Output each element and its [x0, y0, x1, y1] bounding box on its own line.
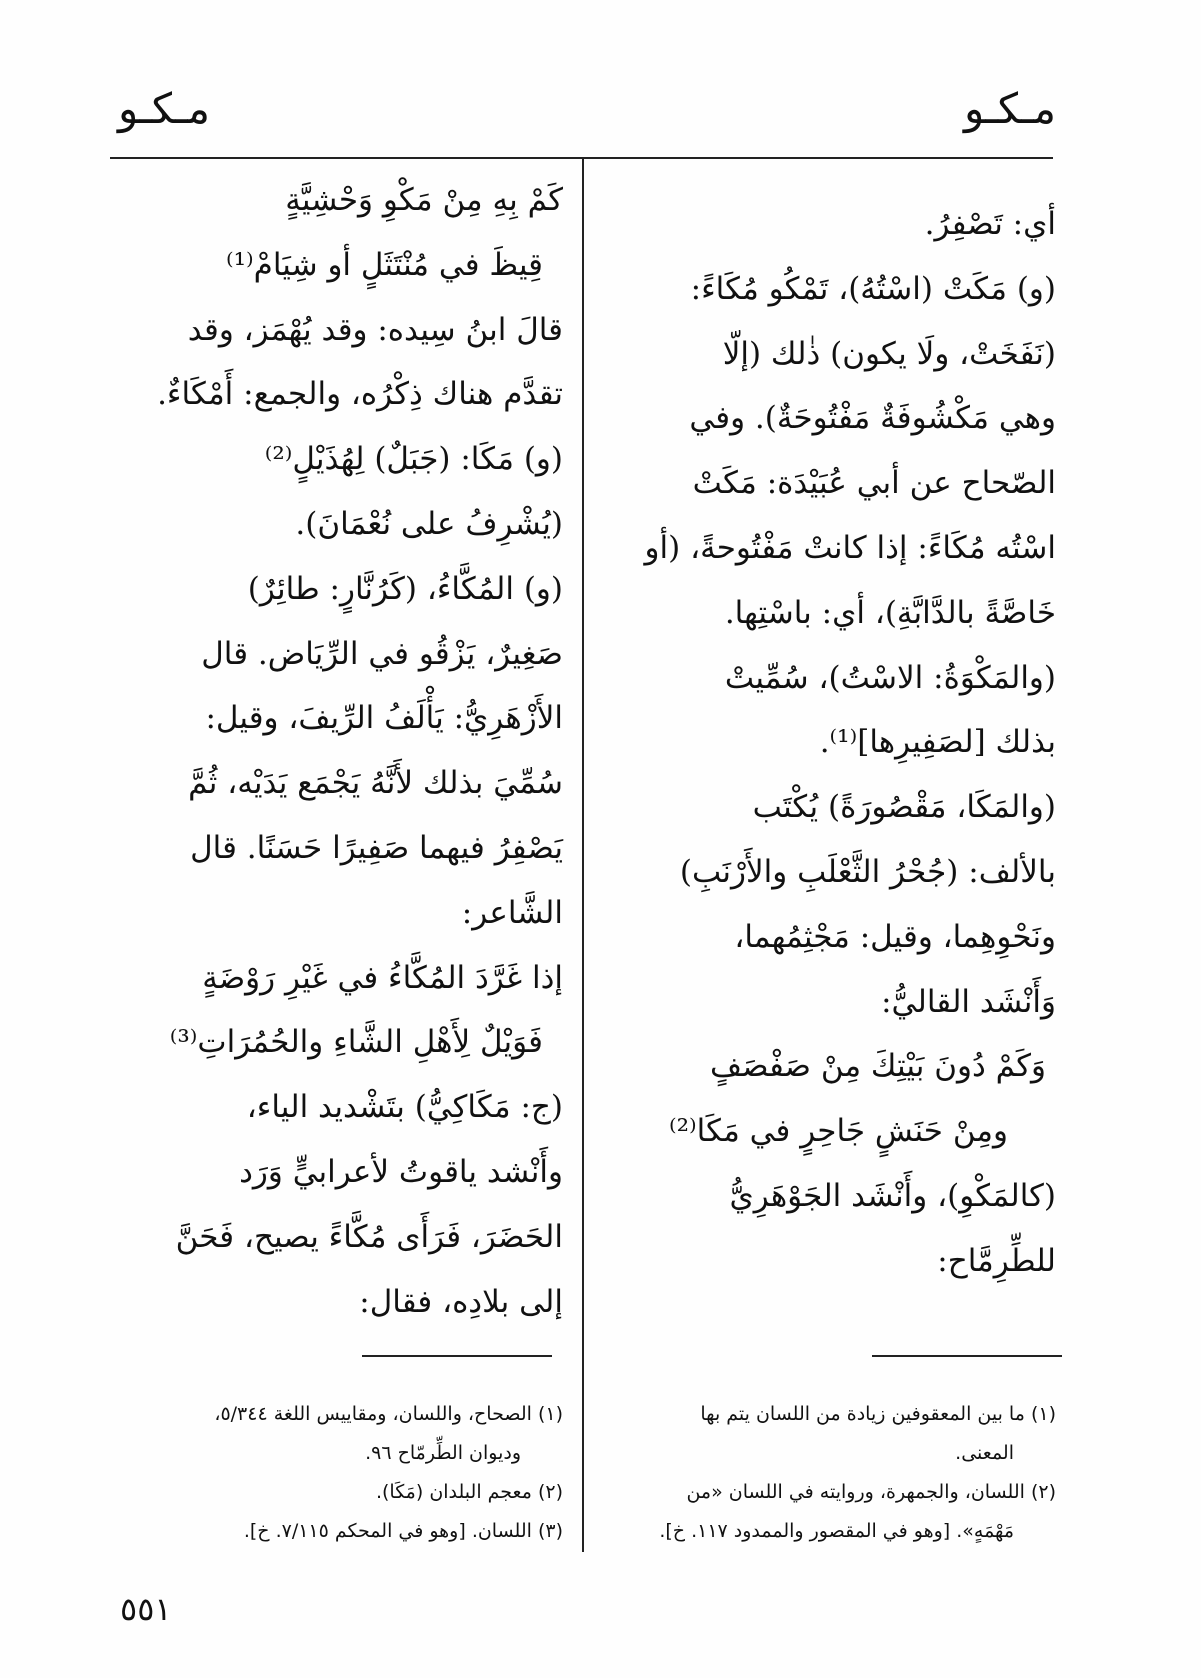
text-line: (و) المُكَّاءُ، (كَرُنَّارٍ: طائِرٌ) — [247, 570, 563, 607]
verse-line: وَكَمْ دُونَ بَيْتِكَ مِنْ صَفْصَفٍ — [710, 1048, 1046, 1085]
footnote-continuation: مَهْمَهٍ». [وهو في المقصور والممدود ١١٧. خ]. — [659, 1520, 1014, 1542]
text-line: أي: تَصْفِرُ. — [924, 206, 1056, 242]
text-line: للطِّرِمَّاح: — [937, 1242, 1056, 1279]
text-line: الشَّاعر: — [461, 894, 563, 931]
text-line: (نَفَخَتْ، ولَا يكون) ذٰلك (إلّا — [722, 335, 1056, 372]
text-line: (و) مَكَا: (جَبَلٌ) لِهُذَيْلٍ⁽²⁾ — [264, 441, 563, 478]
text-line: بذلك [لصَفِيرِها]⁽¹⁾. — [819, 724, 1056, 761]
text-line: (و) مَكَتْ (اسْتُهُ)، تَمْكُو مُكَاءً: — [690, 270, 1056, 307]
text-line: صَغِيرٌ، يَزْقُو في الرِّيَاض. قال — [201, 635, 563, 672]
text-line: الصّحاح عن أبي عُبَيْدَة: مَكَتْ — [692, 465, 1056, 502]
running-head-right: مـكـو — [964, 84, 1056, 133]
text-line: (ج: مَكَاكِيُّ) بتَشْديد الياء، — [246, 1089, 563, 1126]
footnotes-left — [133, 1395, 563, 1551]
text-line: وأَنْشد ياقوتُ لأعرابيٍّ وَرَد — [239, 1153, 563, 1190]
verse-line: فَوَيْلٌ لِأَهْلِ الشَّاءِ والحُمُرَاتِ⁽³⁾ — [169, 1024, 543, 1061]
footnote: (٢) معجم البلدان (مَكَا). — [375, 1481, 563, 1503]
footnote: (١) الصحاح، واللسان، ومقاييس اللغة ٥/٣٤٤، — [214, 1403, 563, 1425]
text-line: اسْتُه مُكَاءً: إذا كانتْ مَفْتُوحةً، (أو — [644, 529, 1056, 566]
text-line: (كالمَكْوِ)، وأَنْشَد الجَوْهَرِيُّ — [729, 1177, 1056, 1214]
text-line: (والمَكَا، مَقْصُورَةً) يُكْتَب — [752, 789, 1056, 826]
right-column — [636, 192, 1056, 1294]
text-line: وَأَنْشَد القاليُّ: — [881, 983, 1056, 1020]
footnote: (٣) اللسان. [وهو في المحكم ٧/١١٥. خ]. — [243, 1520, 563, 1542]
text-line: بالألف: (جُحْرُ الثَّعْلَبِ والأَرْنَبِ) — [679, 853, 1056, 890]
text-line: خَاصَّةً بالدَّابَّةِ)، أي: باسْتِها. — [724, 594, 1056, 631]
running-head-left: مـكـو — [118, 84, 210, 133]
text-line: وهي مَكْشُوفَةٌ مَفْتُوحَةٌ). وفي — [689, 400, 1056, 437]
footnote-continuation: وديوان الطِّرمّاح ٩٦. — [365, 1442, 521, 1464]
verse-line: ومِنْ حَنَشٍ جَاحِرٍ في مَكَا⁽²⁾ — [668, 1113, 1008, 1150]
verse-line: قِيظَ في مُنْتَثَلٍ أو شِيَامْ⁽¹⁾ — [225, 246, 543, 283]
text-line: ونَحْوِهِما، وقيل: مَجْثِمُهما، — [734, 918, 1056, 955]
text-line: سُمِّيَ بذلك لأَنَّهُ يَجْمَع يَدَيْه، ثُمَّ — [188, 765, 563, 802]
footnote: (٢) اللسان، والجمهرة، وروايته في اللسان «من — [686, 1481, 1056, 1503]
footnote-rule-right — [872, 1355, 1062, 1357]
footnote-continuation: المعنى. — [955, 1442, 1014, 1464]
text-line: يَصْفِرُ فيهما صَفِيرًا حَسَنًا. قال — [190, 829, 563, 866]
text-line: الحَضَرَ، فَرَأَى مُكَّاءً يصيح، فَحَنَّ — [175, 1218, 563, 1255]
left-column — [133, 168, 563, 1334]
footnote-rule-left — [362, 1355, 552, 1357]
column-divider — [582, 157, 584, 1552]
footnotes-right — [636, 1395, 1056, 1551]
footnote: (١) ما بين المعقوفين زيادة من اللسان يتم بها — [700, 1403, 1056, 1425]
verse-line: إذا غَرَّدَ المُكَّاءُ في غَيْرِ رَوْضَةٍ — [202, 959, 563, 996]
verse-line: كَمْ بِهِ مِنْ مَكْوِ وَحْشِيَّةٍ — [285, 182, 563, 218]
text-line: الأَزْهَرِيُّ: يَأْلَفُ الرِّيفَ، وقيل: — [205, 700, 563, 737]
text-line: (والمَكْوَةُ: الاسْتُ)، سُمِّيتْ — [724, 659, 1056, 696]
text-line: قالَ ابنُ سِيده: وقد يُهْمَز، وقد — [187, 311, 563, 348]
text-line: (يُشْرِفُ على نُعْمَانَ). — [295, 505, 563, 542]
text-line: تقدَّم هناك ذِكْرُه، والجمع: أَمْكَاءٌ. — [157, 376, 563, 413]
page-number: ٥٥١ — [120, 1590, 172, 1628]
text-line: إلى بلادِه، فقال: — [359, 1283, 563, 1320]
